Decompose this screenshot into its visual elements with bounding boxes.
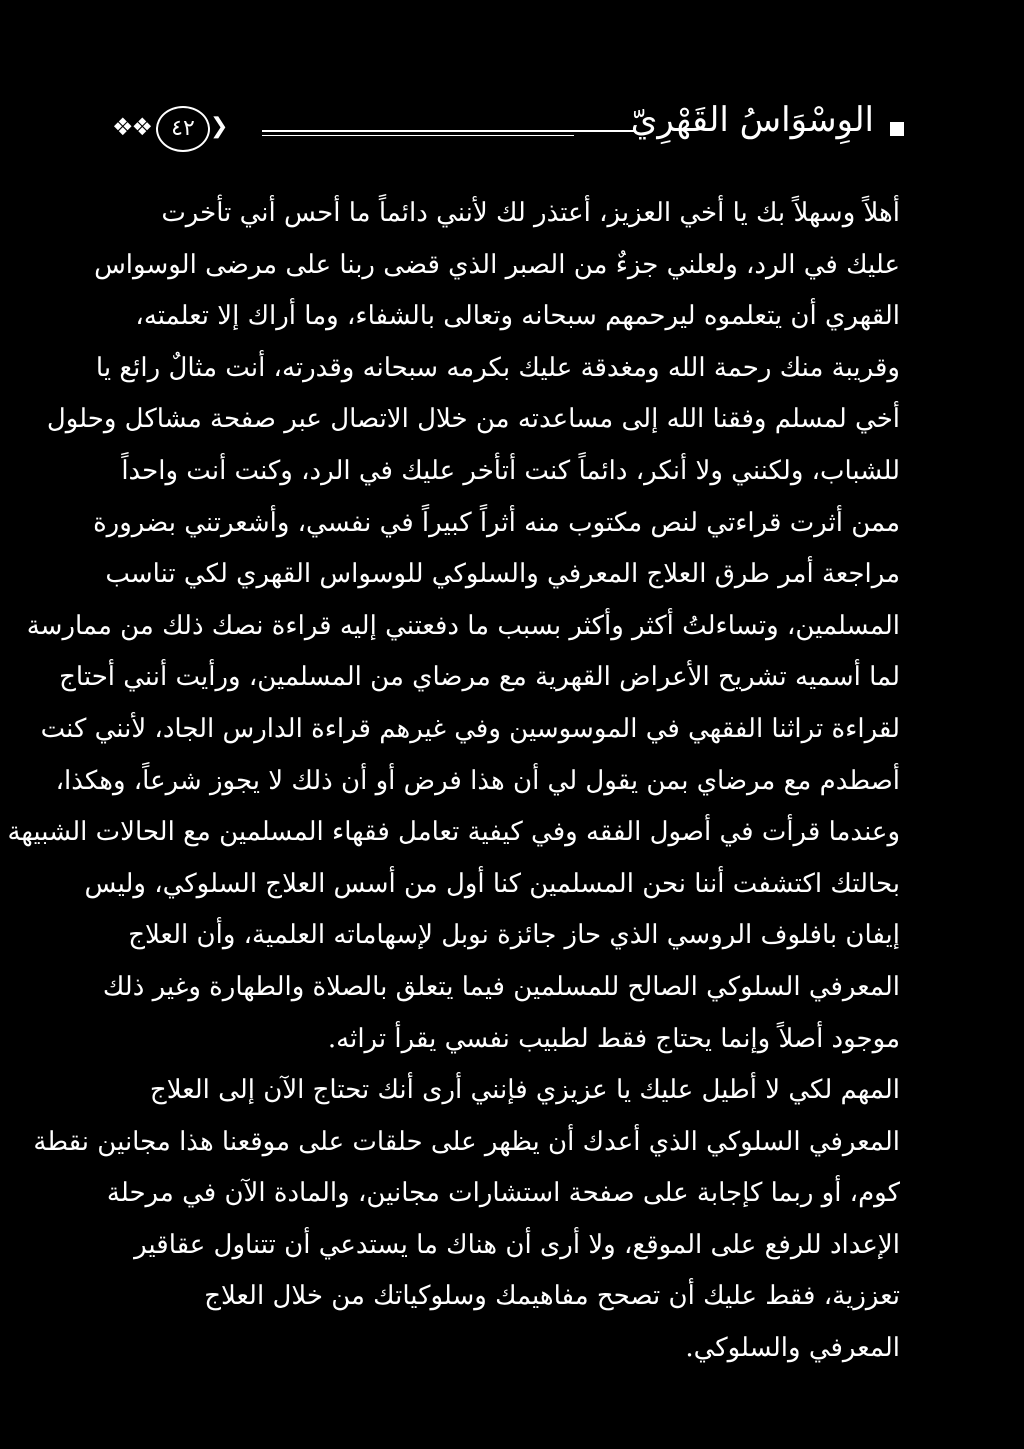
text-line: إيفان بافلوف الروسي الذي حاز جائزة نوبل لإسهاماته العلمية، وأن العلاج: [128, 920, 900, 951]
body-text: [7, 188, 900, 1375]
text-line: المهم لكي لا أطيل عليك يا عزيزي فإنني أرى أنك تحتاج الآن إلى العلاج: [149, 1075, 900, 1106]
page-number: ٤٢: [156, 106, 210, 152]
text-line: وعندما قرأت في أصول الفقه وفي كيفية تعامل فقهاء المسلمين مع الحالات الشبيهة: [7, 817, 900, 848]
text-line: أصطدم مع مرضاي بمن يقول لي أن هذا فرض أو أن ذلك لا يجوز شرعاً، وهكذا،: [55, 765, 900, 796]
paragraph-1: [7, 188, 900, 1065]
text-line: لما أسميه تشريح الأعراض القهرية مع مرضاي من المسلمين، ورأيت أنني أحتاج: [59, 662, 900, 693]
text-line: وقريبة منك رحمة الله ومغدقة عليك بكرمه سبحانه وقدرته، أنت مثالٌ رائع يا: [95, 352, 900, 383]
text-line: ممن أثرت قراءتي لنص مكتوب منه أثراً كبيراً في نفسي، وأشعرتني بضرورة: [93, 507, 900, 538]
ornament-icon: ❖❖: [112, 113, 152, 141]
page-header: [112, 92, 904, 164]
text-line: كوم، أو ربما كإجابة على صفحة استشارات مجانين، والمادة الآن في مرحلة: [106, 1178, 900, 1209]
text-line: الإعداد للرفع على الموقع، ولا أرى أن هناك ما يستدعي أن تتناول عقاقير: [134, 1229, 900, 1260]
running-title: الوِسْوَاسُ القَهْرِيّ: [630, 100, 874, 140]
text-line: تعززية، فقط عليك أن تصحح مفاهيمك وسلوكياتك من خلال العلاج: [204, 1281, 900, 1312]
header-rule: [262, 130, 634, 132]
header-rule-secondary: [262, 135, 574, 136]
text-line: القهري أن يتعلموه ليرحمهم سبحانه وتعالى بالشفاء، وما أراك إلا تعلمته،: [135, 301, 900, 332]
text-line: مراجعة أمر طرق العلاج المعرفي والسلوكي للوسواس القهري لكي تناسب: [105, 559, 900, 590]
text-line: بحالتك اكتشفت أننا نحن المسلمين كنا أول من أسس العلاج السلوكي، وليس: [84, 868, 900, 899]
text-line: المسلمين، وتساءلتُ أكثر وأكثر بسبب ما دفعتني إليه قراءة نصك ذلك من ممارسة: [26, 610, 900, 641]
text-line: المعرفي السلوكي الذي أعدك أن يظهر على حلقات على موقعنا هذا مجانين نقطة: [33, 1126, 900, 1157]
text-line: المعرفي السلوكي الصالح للمسلمين فيما يتعلق بالصلاة والطهارة وغير ذلك: [102, 971, 900, 1002]
text-line: أخي لمسلم وفقنا الله إلى مساعدته من خلال الاتصال عبر صفحة مشاكل وحلول: [46, 404, 900, 435]
text-line: لقراءة تراثنا الفقهي في الموسوسين وفي غيرهم قراءة الدارس الجاد، لأنني كنت: [40, 713, 900, 744]
text-line-last: موجود أصلاً وإنما يحتاج فقط لطبيب نفسي يقرأ تراثه.: [327, 1023, 900, 1054]
text-line-last: المعرفي والسلوكي.: [685, 1333, 900, 1364]
square-marker-icon: [890, 122, 904, 136]
paragraph-2: [33, 1065, 900, 1375]
text-line: للشباب، ولكنني ولا أنكر، دائماً كنت أتأخر عليك في الرد، وكنت أنت واحداً: [121, 455, 900, 486]
arrow-ornament-icon: ❯: [210, 114, 229, 139]
text-line: أهلاً وسهلاً بك يا أخي العزيز، أعتذر لك لأنني دائماً ما أحس أني تأخرت: [161, 198, 900, 228]
text-line: عليك في الرد، ولعلني جزءٌ من الصبر الذي قضى ربنا على مرضى الوسواس: [94, 249, 900, 280]
